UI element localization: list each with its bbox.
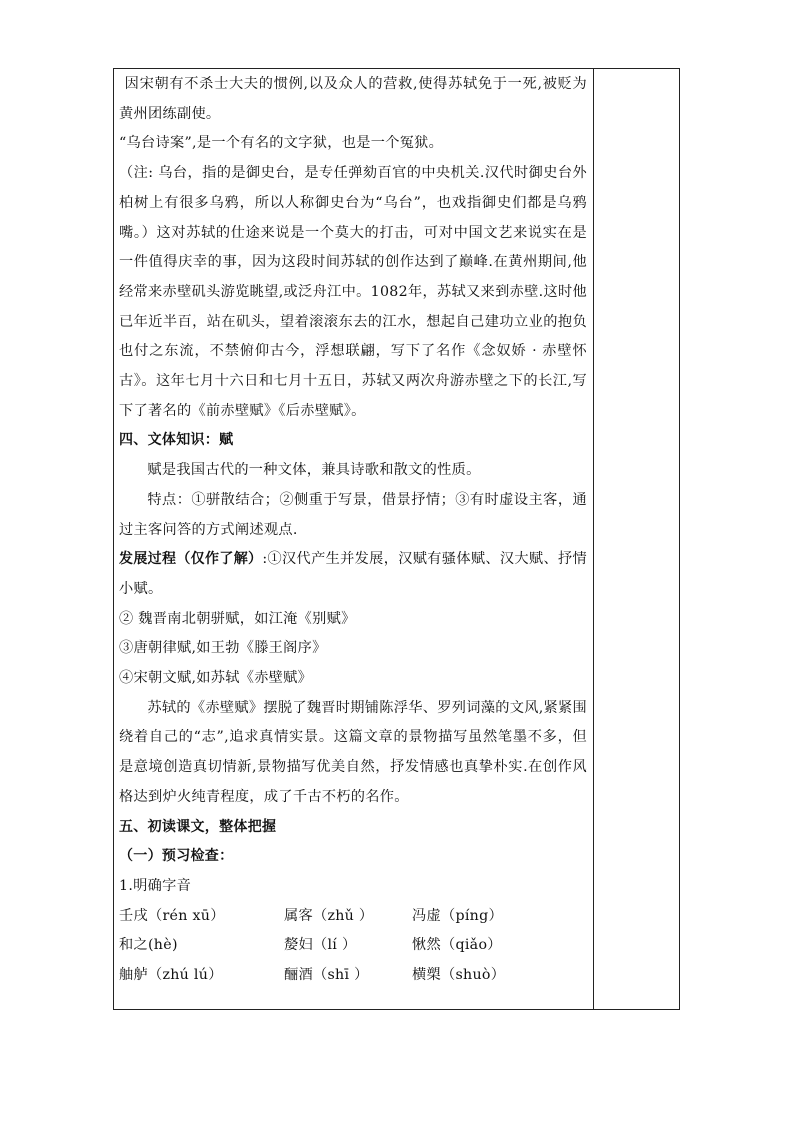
chibi-fu-evaluation: 苏轼的《赤壁赋》摆脱了魏晋时期铺陈浮华、罗列词藻的文风,紧紧围绕着自己的“志”,追求真情实景。这篇文章的景物描写虽然笔墨不多，但是意境创造真切情新,景物描写优美自然，抒发情感也真挚朴实.在创作风格达到炉火纯青程度，成了千古不朽的名作。 [119, 699, 587, 805]
pronunciation-item: 舳舻（zhú lú） [119, 967, 223, 984]
pronunciation-item: 壬戌（rén xū） [119, 907, 225, 924]
development-text: :①汉代产生并发展，汉赋有骚体赋、汉大赋、抒情小赋。 [119, 551, 587, 597]
paragraph-wutai-case: “乌台诗案”,是一个有名的文字狱，也是一个冤狱。 [119, 135, 444, 152]
development-label: 发展过程（仅作了解） [119, 551, 263, 568]
column-divider [593, 68, 594, 1010]
pronunciation-item: 横槊（shuò） [412, 967, 506, 984]
development-item-3: ③唐朝律赋,如王勃《滕王阁序》 [119, 640, 327, 657]
paragraph-escape-death: 因宋朝有不杀士大夫的惯例,以及众人的营救,使得苏轼免于一死,被贬为黄州团练副使。 [119, 76, 587, 122]
pronunciation-row [119, 961, 587, 991]
development-item-4: ④宋朝文赋,如苏轼《赤壁赋》 [119, 670, 313, 687]
pronunciation-item: 属客（zhǔ ） [284, 907, 374, 924]
pronunciation-row [119, 902, 587, 932]
pronunciation-item: 愀然（qiǎo） [412, 937, 502, 954]
pronunciation-heading: 1.明确字音 [119, 877, 192, 894]
pronunciation-item: 嫠妇（lí ） [284, 937, 357, 954]
preview-check-heading: （一）预习检查： [119, 848, 234, 865]
pronunciation-item: 冯虚（píng） [412, 907, 503, 924]
pronunciation-row [119, 931, 587, 961]
content-cell [119, 70, 587, 991]
section-heading-first-reading: 五、初读课文，整体把握 [119, 818, 277, 835]
pronunciation-item: 和之(hè) [119, 937, 178, 954]
development-item-2: ② 魏晋南北朝骈赋，如江淹《别赋》 [119, 610, 356, 627]
paragraph-note-wutai: （注: 乌台，指的是御史台，是专任弹劾百官的中央机关.汉代时御史台外柏树上有很多乌鸦，所以人称御史台为“乌台”，也戏指御史们都是乌鸦嘴。）这对苏轼的仕途来说是一个莫大的打击，可对中国文艺来说实在是一件值得庆幸的事，因为这段时间苏轼的创作达到了巅峰.在黄州期间,他经常来赤壁矶头游览眺望,或泛舟江中。1082年，苏轼又来到赤壁.这时他已年近半百，站在矶头，望着滚滚东去的江水，想起自己建功立业的抱负也付之东流，不禁俯仰古今，浮想联翩，写下了名作《念奴娇 · 赤壁怀古》。这年七月十六日和七月十五日，苏轼又两次舟游赤壁之下的长江,写下了著名的《前赤壁赋》《后赤壁赋》。 [119, 165, 587, 419]
section-heading-genre: 四、文体知识：赋 [119, 432, 234, 449]
pronunciation-item: 酾酒（shī ） [284, 967, 369, 984]
fu-development [119, 545, 587, 604]
fu-features: 特点：①骈散结合；②侧重于写景，借景抒情；③有时虚设主客，通过主客问答的方式阐述观点. [119, 491, 587, 538]
fu-definition: 赋是我国古代的一种文体，兼具诗歌和散文的性质。 [147, 462, 481, 479]
